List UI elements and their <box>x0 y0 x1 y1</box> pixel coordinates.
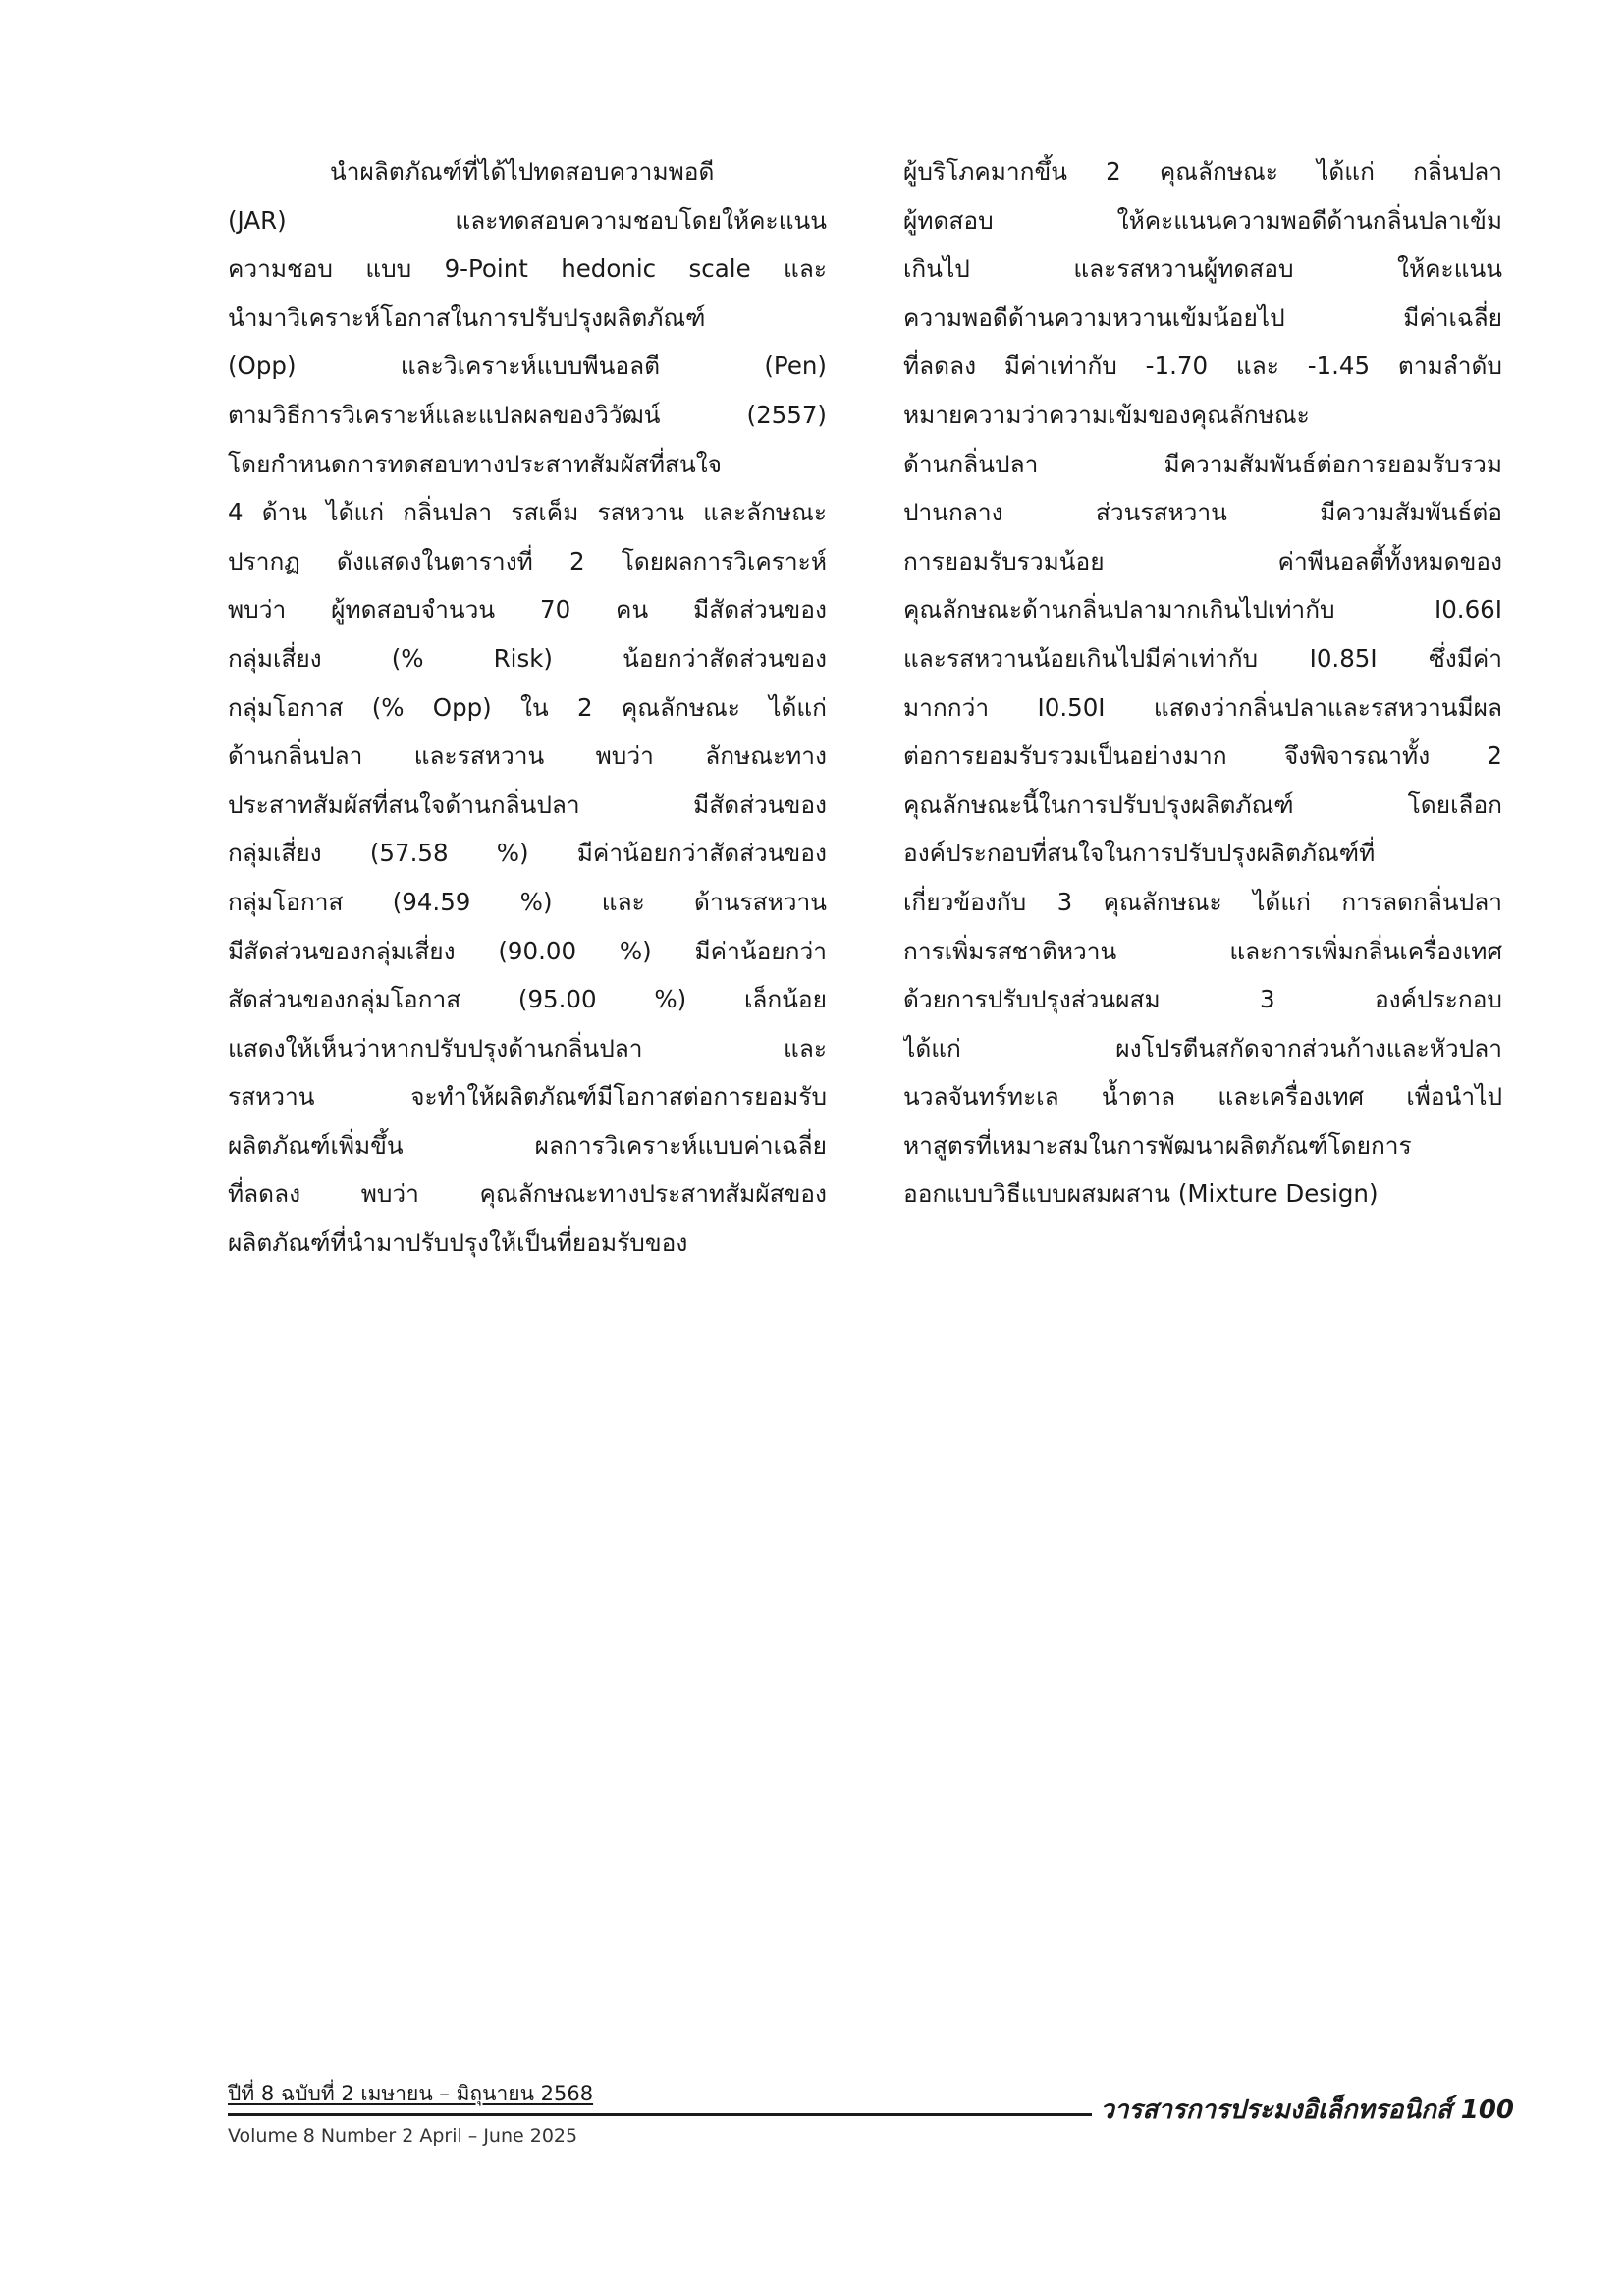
paragraph-line: พบว่า ผู้ทดสอบจำนวน 70 คน มีสัดส่วนของ <box>228 595 827 625</box>
paragraph-line: ที่ลดลง มีค่าเท่ากับ -1.70 และ -1.45 ตามลำดับ <box>903 352 1502 381</box>
paragraph-line: ด้านกลิ่นปลา และรสหวาน พบว่า ลักษณะทาง <box>228 741 827 771</box>
paragraph-line: ออกแบบวิธีแบบผสมผสาน (Mixture Design) <box>903 1179 1379 1209</box>
footer-divider <box>228 2113 1092 2116</box>
paragraph-line: กลุ่มเสี่ยง (% Risk) น้อยกว่าสัดส่วนของ <box>228 643 827 673</box>
paragraph-line: คุณลักษณะด้านกลิ่นปลามากเกินไปเท่ากับ I0.66I <box>903 595 1502 625</box>
paragraph-line: นำผลิตภัณฑ์ที่ได้ไปทดสอบความพอดี <box>330 157 715 186</box>
paragraph-line: (Opp) และวิเคราะห์แบบพีนอลตี (Pen) <box>228 352 827 381</box>
page-footer <box>228 2080 1514 2158</box>
paragraph-line: เกินไป และรสหวานผู้ทดสอบ ให้คะแนน <box>903 254 1502 284</box>
paragraph-line: นำมาวิเคราะห์โอกาสในการปรับปรุงผลิตภัณฑ์ <box>228 302 706 332</box>
paragraph-line: มากกว่า I0.50I แสดงว่ากลิ่นปลาและรสหวานมีผล <box>903 692 1502 722</box>
paragraph-line: ผลิตภัณฑ์ที่นำมาปรับปรุงให้เป็นที่ยอมรับของ <box>228 1228 688 1258</box>
paragraph-line: สัดส่วนของกลุ่มโอกาส (95.00 %) เล็กน้อย <box>228 985 827 1014</box>
paragraph-line: กลุ่มเสี่ยง (57.58 %) มีค่าน้อยกว่าสัดส่วนของ <box>228 839 827 868</box>
paragraph-line: ผู้บริโภคมากขึ้น 2 คุณลักษณะ ได้แก่ กลิ่นปลา <box>903 157 1502 186</box>
paragraph-line: และรสหวานน้อยเกินไปมีค่าเท่ากับ I0.85I ซึ่งมีค่า <box>903 643 1502 673</box>
left-text-column <box>228 147 827 1268</box>
paragraph-line: คุณลักษณะนี้ในการปรับปรุงผลิตภัณฑ์ โดยเลือก <box>903 789 1502 819</box>
paragraph-line: ผู้ทดสอบ ให้คะแนนความพอดีด้านกลิ่นปลาเข้ม <box>903 205 1502 235</box>
paragraph-line: กลุ่มโอกาส (94.59 %) และ ด้านรสหวาน <box>228 887 827 916</box>
paragraph-line: กลุ่มโอกาส (% Opp) ใน 2 คุณลักษณะ ได้แก่ <box>228 692 827 722</box>
paragraph-line: การเพิ่มรสชาติหวาน และการเพิ่มกลิ่นเครื่องเทศ <box>903 936 1502 965</box>
paragraph-line: 4 ด้าน ได้แก่ กลิ่นปลา รสเค็ม รสหวาน และลักษณะ <box>228 498 827 527</box>
issue-info-thai: ปีที่ 8 ฉบับที่ 2 เมษายน – มิถุนายน 2568 <box>228 2082 594 2105</box>
paragraph-line: ประสาทสัมผัสที่สนใจด้านกลิ่นปลา มีสัดส่วนของ <box>228 789 827 819</box>
paragraph-line: องค์ประกอบที่สนใจในการปรับปรุงผลิตภัณฑ์ที่ <box>903 839 1376 868</box>
paragraph-line: หาสูตรที่เหมาะสมในการพัฒนาผลิตภัณฑ์โดยการ <box>903 1130 1412 1160</box>
paragraph-line: นวลจันทร์ทะเล น้ำตาล และเครื่องเทศ เพื่อนำไป <box>903 1082 1502 1112</box>
paragraph-line: ตามวิธีการวิเคราะห์และแปลผลของวิวัฒน์ (2557) <box>228 400 827 429</box>
paragraph-line: เกี่ยวข้องกับ 3 คุณลักษณะ ได้แก่ การลดกลิ่นปลา <box>903 887 1502 916</box>
paragraph-line: ได้แก่ ผงโปรตีนสกัดจากส่วนก้างและหัวปลา <box>903 1033 1502 1062</box>
paragraph-line: ผลิตภัณฑ์เพิ่มขึ้น ผลการวิเคราะห์แบบค่าเฉลี่ย <box>228 1130 827 1160</box>
paragraph-line: ด้วยการปรับปรุงส่วนผสม 3 องค์ประกอบ <box>903 985 1502 1014</box>
paragraph-line: มีสัดส่วนของกลุ่มเสี่ยง (90.00 %) มีค่าน้อยกว่า <box>228 936 827 965</box>
paragraph-line: ต่อการยอมรับรวมเป็นอย่างมาก จึงพิจารณาทั้ง 2 <box>903 741 1502 771</box>
issue-info-english: Volume 8 Number 2 April – June 2025 <box>228 2125 578 2147</box>
paragraph-line: การยอมรับรวมน้อย ค่าพีนอลตี้ทั้งหมดของ <box>903 546 1502 575</box>
paragraph-line: ด้านกลิ่นปลา มีความสัมพันธ์ต่อการยอมรับรวม <box>903 449 1502 478</box>
paragraph-line: ความพอดีด้านความหวานเข้มน้อยไป มีค่าเฉลี่ย <box>903 302 1502 332</box>
paragraph-line: ปานกลาง ส่วนรสหวาน มีความสัมพันธ์ต่อ <box>903 498 1502 527</box>
paragraph-line: ที่ลดลง พบว่า คุณลักษณะทางประสาทสัมผัสของ <box>228 1179 827 1209</box>
paragraph-line: ความชอบ แบบ 9-Point hedonic scale และ <box>228 254 827 284</box>
paragraph-line: (JAR) และทดสอบความชอบโดยให้คะแนน <box>228 205 827 235</box>
paragraph-line: โดยกำหนดการทดสอบทางประสาทสัมผัสที่สนใจ <box>228 449 723 478</box>
paragraph-line: รสหวาน จะทำให้ผลิตภัณฑ์มีโอกาสต่อการยอมรับ <box>228 1082 827 1112</box>
journal-title-page-number: วารสารการประมงอิเล็กทรอนิกส์ 100 <box>1100 2096 1514 2125</box>
paragraph-line: หมายความว่าความเข้มของคุณลักษณะ <box>903 400 1310 429</box>
paragraph-line: ปรากฏ ดังแสดงในตารางที่ 2 โดยผลการวิเคราะห์ <box>228 546 827 575</box>
right-text-column <box>903 147 1502 1219</box>
paragraph-line: แสดงให้เห็นว่าหากปรับปรุงด้านกลิ่นปลา และ <box>228 1033 827 1062</box>
